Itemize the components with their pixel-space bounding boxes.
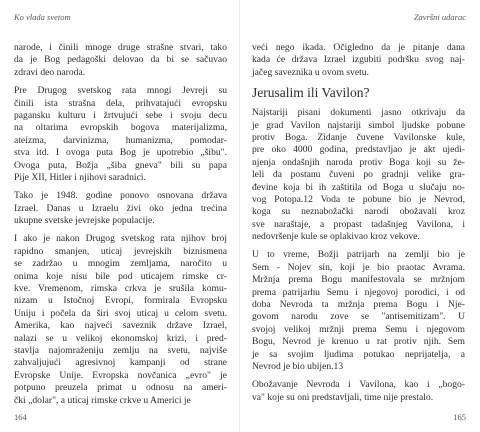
page-number-right: 165 bbox=[453, 412, 466, 422]
running-head-right: Završni udarac bbox=[413, 12, 466, 22]
text-line: sve naraštaje, a propast tadašnjeg Vavilona, i bbox=[252, 218, 465, 230]
text-line: stavlja najomraženiju zemlju na svetu, najviše bbox=[14, 344, 227, 356]
text-line: nedovršenje kule se oplakivao kroz vekove. bbox=[252, 231, 420, 243]
text-line: kada će država Izrael izgubiti podršku svog naj- bbox=[252, 54, 465, 66]
text-line: ukupne svetske jevrejske populacije. bbox=[14, 215, 155, 227]
text-line: je sa svojim ljudima potukao neprijatelja, a bbox=[252, 348, 465, 360]
text-line: Pre Drugog svetskog rata mnogi Jevreji su bbox=[14, 85, 227, 97]
text-line: kve. Vremenom, rimska crkva je srušila komu- bbox=[14, 283, 227, 295]
text-line: čki „dolar", a uticaj rimske crkve u Americi je bbox=[14, 394, 191, 406]
right-page bbox=[240, 0, 480, 432]
text-line: rapidno smanjen, uticaj jevrejskih biznismena bbox=[14, 245, 227, 257]
text-line: pagansku kulturu i žrtvujući sebe i svoju decu bbox=[14, 109, 227, 121]
paragraph bbox=[14, 42, 227, 79]
running-head-left: Ko vlada svetom bbox=[14, 12, 71, 22]
text-line: nizam u Istočnoj Evropi, formirala Evropsku bbox=[14, 295, 227, 307]
left-page-text bbox=[14, 42, 227, 413]
text-line: Bogu, Nevrod je krenuo u rat protiv njih. Sem bbox=[252, 336, 465, 348]
text-line: nalazi se u velikoj ekonomskoj krizi, i pred- bbox=[14, 332, 227, 344]
text-line: govom narodu zove se "antisemitizam". U bbox=[252, 311, 465, 323]
text-line: Najstariji pisani dokumenti jasno otkrivaju da bbox=[252, 107, 465, 119]
right-page-text bbox=[252, 42, 465, 410]
text-line: stva itd. I ovoga puta Bog je upotrebio „šibu". bbox=[14, 147, 227, 159]
text-line: protiv Boga. Zidanje čuvene Vavilonske kule, bbox=[252, 131, 465, 143]
text-line: Uniju i počela da širi svoj uticaj u celom svetu. bbox=[14, 307, 227, 319]
text-line: Mržnja prema Bogu manifestovala se mržnjom bbox=[252, 274, 465, 286]
text-line: zahvaljujući agresivnoj kampanji od strane bbox=[14, 357, 227, 369]
text-line: je grad Vavilon najstariji simbol ljudske pobune bbox=[252, 119, 465, 131]
text-line: Izrael. Danas u Izraelu živi oko jedna trećina bbox=[14, 202, 227, 214]
paragraph-intro bbox=[252, 42, 465, 79]
text-line: Nevrod je bio ubijen.13 bbox=[252, 360, 344, 372]
paragraph bbox=[252, 249, 465, 373]
text-line: Obožavanje Nevroda i Vavilona, kao i „bogo- bbox=[252, 379, 465, 391]
text-line: da je Bog pedagoški delovao da bi se sačuvao bbox=[14, 54, 227, 66]
text-line: Tako je 1948. godine ponovo osnovana država bbox=[14, 190, 227, 202]
text-line: ateizma, darvinizma, humanizma, pomodar- bbox=[14, 134, 227, 146]
paragraph bbox=[14, 190, 227, 227]
text-line: svojoj velikoj mržnji prema Semu i njegovom bbox=[252, 323, 465, 335]
text-line: na oltarima evropskih bogova materijalizma, bbox=[14, 122, 227, 134]
text-line: doba Nevroda ta mržnja prema Bogu i Nje- bbox=[252, 299, 465, 311]
text-line: zdravi deo naroda. bbox=[14, 66, 86, 78]
text-line: pre oko 4000 godina, predstavljao je akt ujedi- bbox=[252, 144, 465, 156]
text-line: onima koje nisu bile pod uticajem rimske cr- bbox=[14, 270, 227, 282]
text-line: činili ista strašna dela, prihvatajući evropsku bbox=[14, 97, 227, 109]
text-line: Evropske Unije. Evropska novčanica „evro" je bbox=[14, 369, 227, 381]
page-number-left: 164 bbox=[14, 412, 27, 422]
text-line: potpuno preuzela primat u odnosu na ameri- bbox=[14, 382, 227, 394]
section-title: Jerusalim ili Vavilon? bbox=[252, 85, 370, 101]
text-line: vog Potopa.12 Voda te pobune bio je Nevrod, bbox=[252, 193, 465, 205]
text-line: narode, i činili mnoge druge strašne stvari, tako bbox=[14, 42, 227, 53]
text-line: se zadržao u mnogim zemljama, naročito u bbox=[14, 258, 227, 270]
text-line: đevine koja bi ih zaštitila od Boga u slučaju no- bbox=[252, 181, 465, 193]
text-line: leli da postanu čuveni po gradnji velike gra- bbox=[252, 169, 465, 181]
text-line: njenja ondašnjih naroda protiv Boga koji su že- bbox=[252, 156, 465, 168]
text-line: Sem - Nojev sin, koji je bio praotac Avrama. bbox=[252, 261, 465, 273]
text-line: jačeg saveznika u ovom svetu. bbox=[252, 66, 369, 78]
text-line: prema patrijarhu Semu i njegovoj porodici, i od bbox=[252, 286, 465, 298]
paragraph bbox=[252, 379, 465, 404]
right-paragraphs bbox=[252, 107, 465, 404]
paragraph bbox=[252, 107, 465, 243]
text-line: va" koje su oni predstavljali, time nije prestalo. bbox=[252, 391, 434, 403]
text-line: Ovoga puta, Božja „šiba gneva" bili su papa bbox=[14, 159, 227, 171]
text-line: veći nego ikada. Očigledno da je pitanje dana bbox=[252, 42, 465, 53]
paragraph bbox=[14, 85, 227, 184]
text-line: U to vreme, Božji patrijarh na zemlji bio je bbox=[252, 249, 465, 261]
paragraph bbox=[14, 233, 227, 406]
text-line: koga su neznabožački narodi obožavali kroz bbox=[252, 206, 465, 218]
text-line: Pije XII, Hitler i njihovi saradnici. bbox=[14, 171, 146, 183]
text-line: Amerika, kao najveći saveznik države Izrael, bbox=[14, 320, 227, 332]
text-line: I ako je nakon Drugog svetskog rata njihov broj bbox=[14, 233, 227, 245]
